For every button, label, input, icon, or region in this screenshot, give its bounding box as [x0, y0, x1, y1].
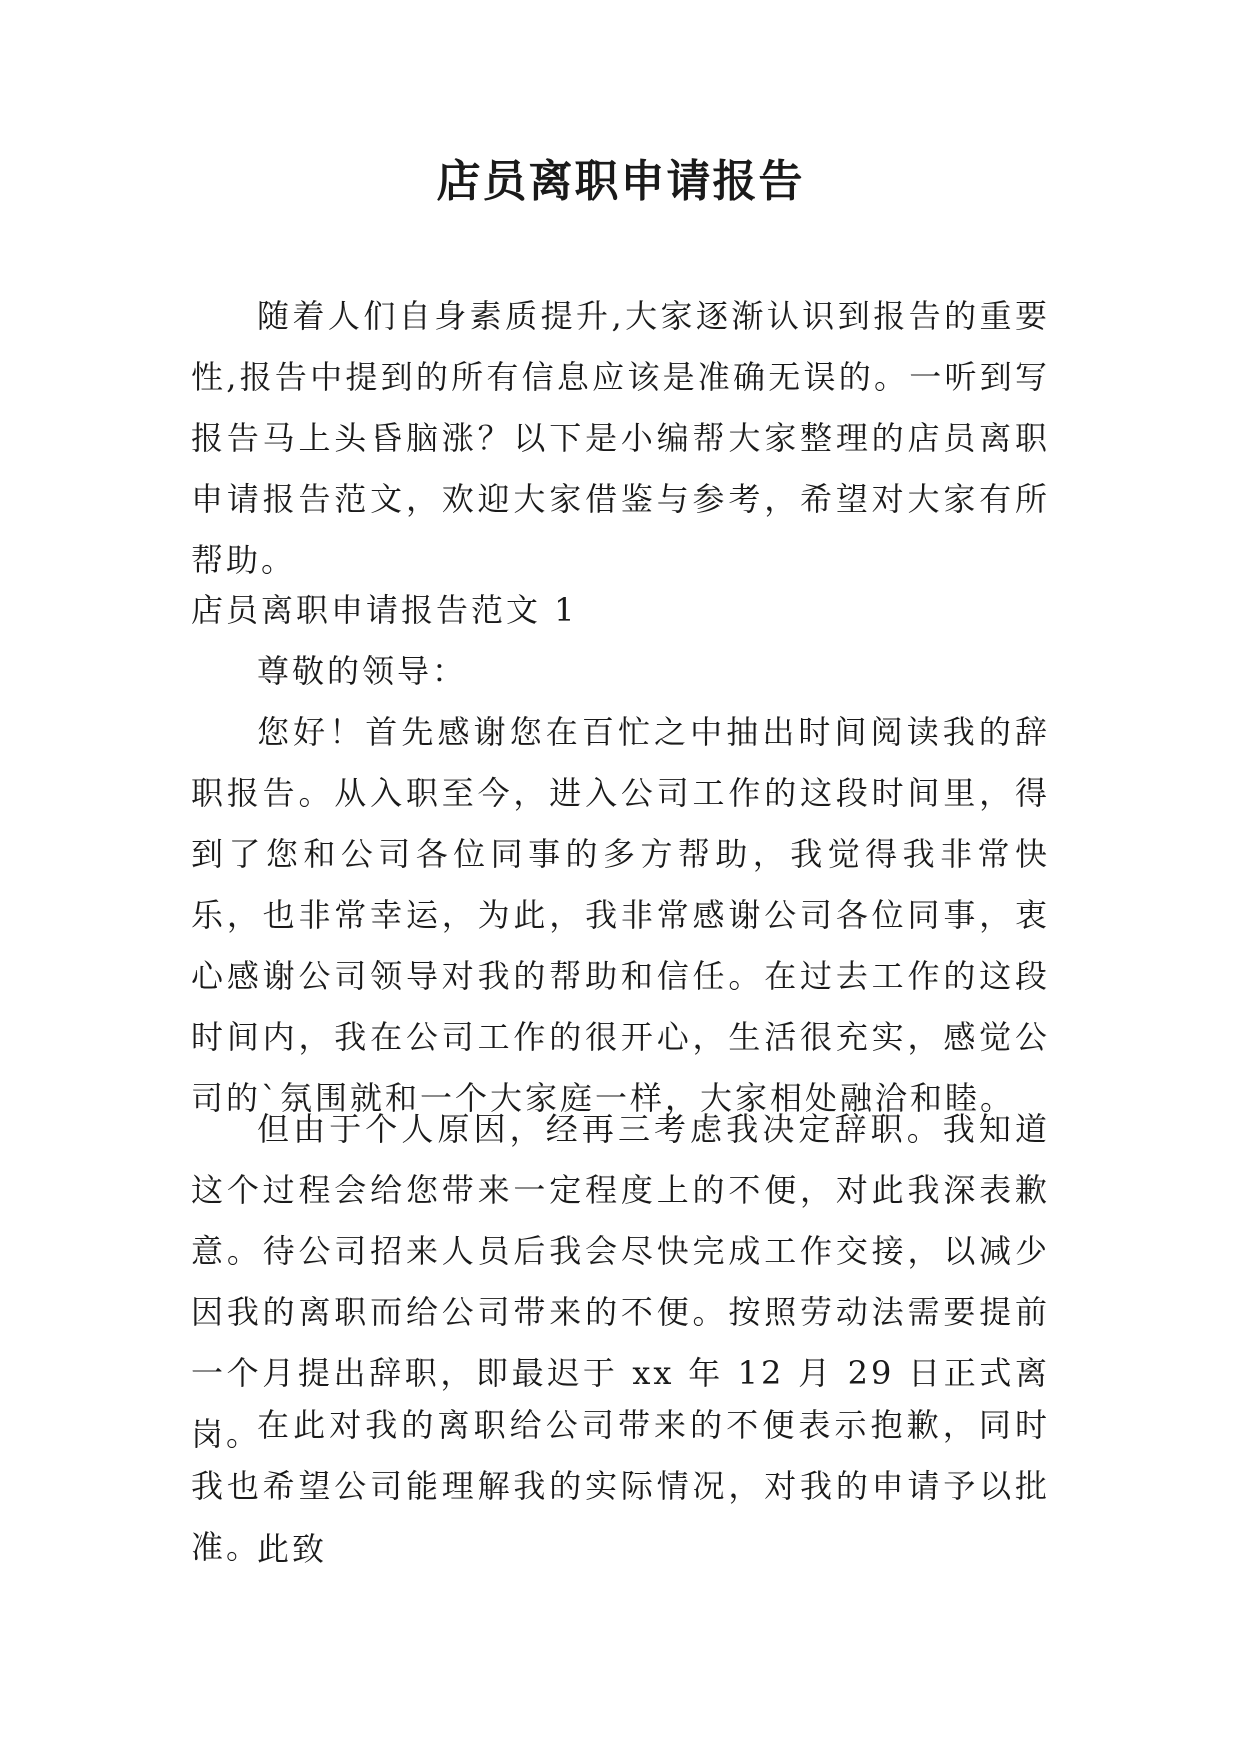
page-title: 店员离职申请报告 — [436, 156, 805, 207]
body-paragraph: 在此对我的离职给公司带来的不便表示抱歉，同时我也希望公司能理解我的实际情况，对我的申请予以批准。 — [191, 1406, 1050, 1566]
body-paragraph: 但由于个人原因，经再三考虑我决定辞职。我知道这个过程会给您带来一定程度上的不便，对此我深表歉意。待公司招来人员后我会尽快完成工作交接，以减少因我的离职而给公司带来的不便。按照劳动法需要提前一个月提出辞职，即最迟于 xx 年 12 月 29 日正式离岗。 — [191, 1110, 1050, 1453]
intro-paragraph: 随着人们自身素质提升,大家逐渐认识到报告的重要性,报告中提到的所有信息应该是准确无误的。一听到写报告马上头昏脑涨？以下是小编帮大家整理的店员离职申请报告范文，欢迎大家借鉴与参考，希望对大家有所帮助。 — [191, 297, 1050, 579]
salutation: 尊敬的领导： — [257, 652, 468, 690]
body-paragraph: 您好！首先感谢您在百忙之中抽出时间阅读我的辞职报告。从入职至今，进入公司工作的这段时间里，得到了您和公司各位同事的多方帮助，我觉得我非常快乐，也非常幸运，为此，我非常感谢公司各位同事，衷心感谢公司领导对我的帮助和信任。在过去工作的这段时间内，我在公司工作的很开心，生活很充实，感觉公司的`氛围就和一个大家庭一样，大家相处融洽和睦。 — [191, 713, 1050, 1117]
closing-line: 此致 — [257, 1530, 328, 1568]
section-heading: 店员离职申请报告范文 1 — [191, 591, 578, 629]
